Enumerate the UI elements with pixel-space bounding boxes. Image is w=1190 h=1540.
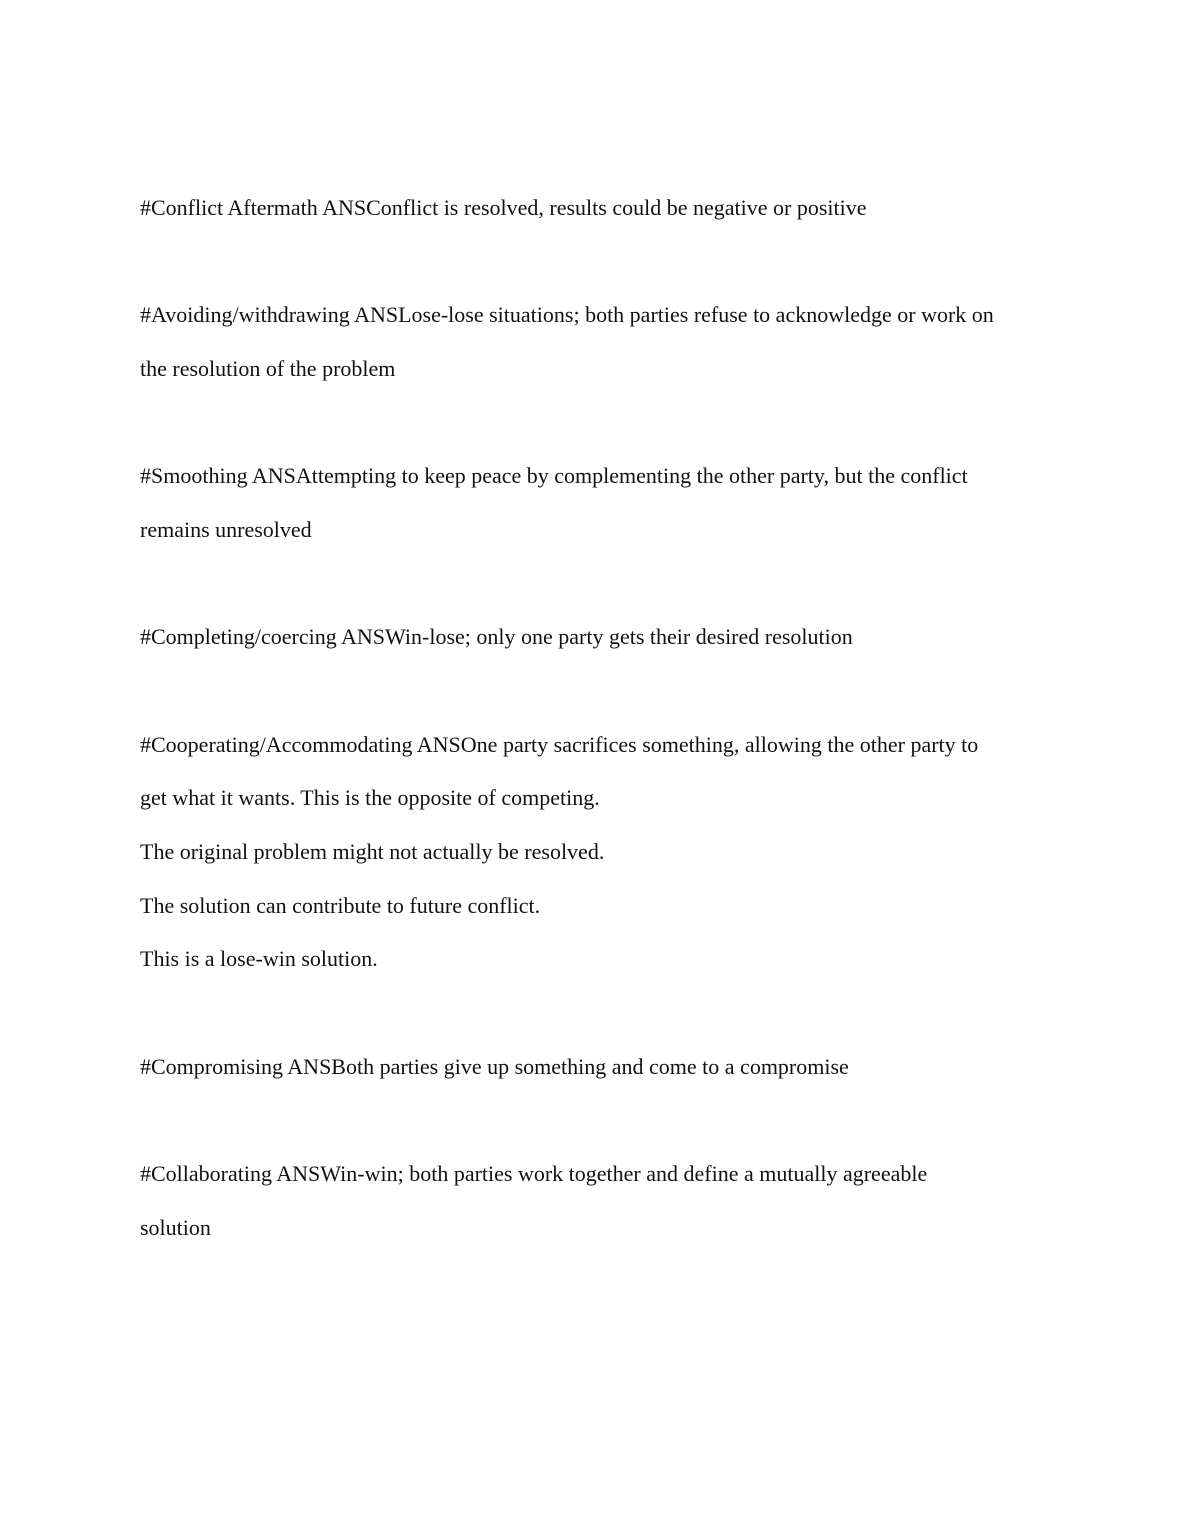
entry-cooperating-line-4: The solution can contribute to future conflict. bbox=[140, 893, 541, 918]
entry-collaborating-line-1: #Collaborating ANSWin-win; both parties work together and define a mutually agreeable bbox=[140, 1161, 928, 1186]
entry-avoiding-line-1: #Avoiding/withdrawing ANSLose-lose situations; both parties refuse to acknowledge or work on bbox=[140, 302, 994, 327]
entry-conflict-aftermath-line-1: #Conflict Aftermath ANSConflict is resolved, results could be negative or positive bbox=[140, 195, 867, 220]
entry-smoothing-line-1: #Smoothing ANSAttempting to keep peace by complementing the other party, but the conflict bbox=[140, 463, 968, 488]
entry-cooperating-line-5: This is a lose-win solution. bbox=[140, 946, 378, 971]
entry-completing-line-1: #Completing/coercing ANSWin-lose; only one party gets their desired resolution bbox=[140, 624, 853, 649]
entry-cooperating-line-1: #Cooperating/Accommodating ANSOne party sacrifices something, allowing the other party to bbox=[140, 732, 979, 757]
entry-collaborating-line-2: solution bbox=[140, 1215, 211, 1240]
entry-smoothing-line-2: remains unresolved bbox=[140, 517, 312, 542]
entry-cooperating-line-3: The original problem might not actually be resolved. bbox=[140, 839, 605, 864]
entry-compromising-line-1: #Compromising ANSBoth parties give up something and come to a compromise bbox=[140, 1054, 849, 1079]
entry-cooperating-line-2: get what it wants. This is the opposite of competing. bbox=[140, 785, 600, 810]
entry-avoiding-line-2: the resolution of the problem bbox=[140, 356, 396, 381]
